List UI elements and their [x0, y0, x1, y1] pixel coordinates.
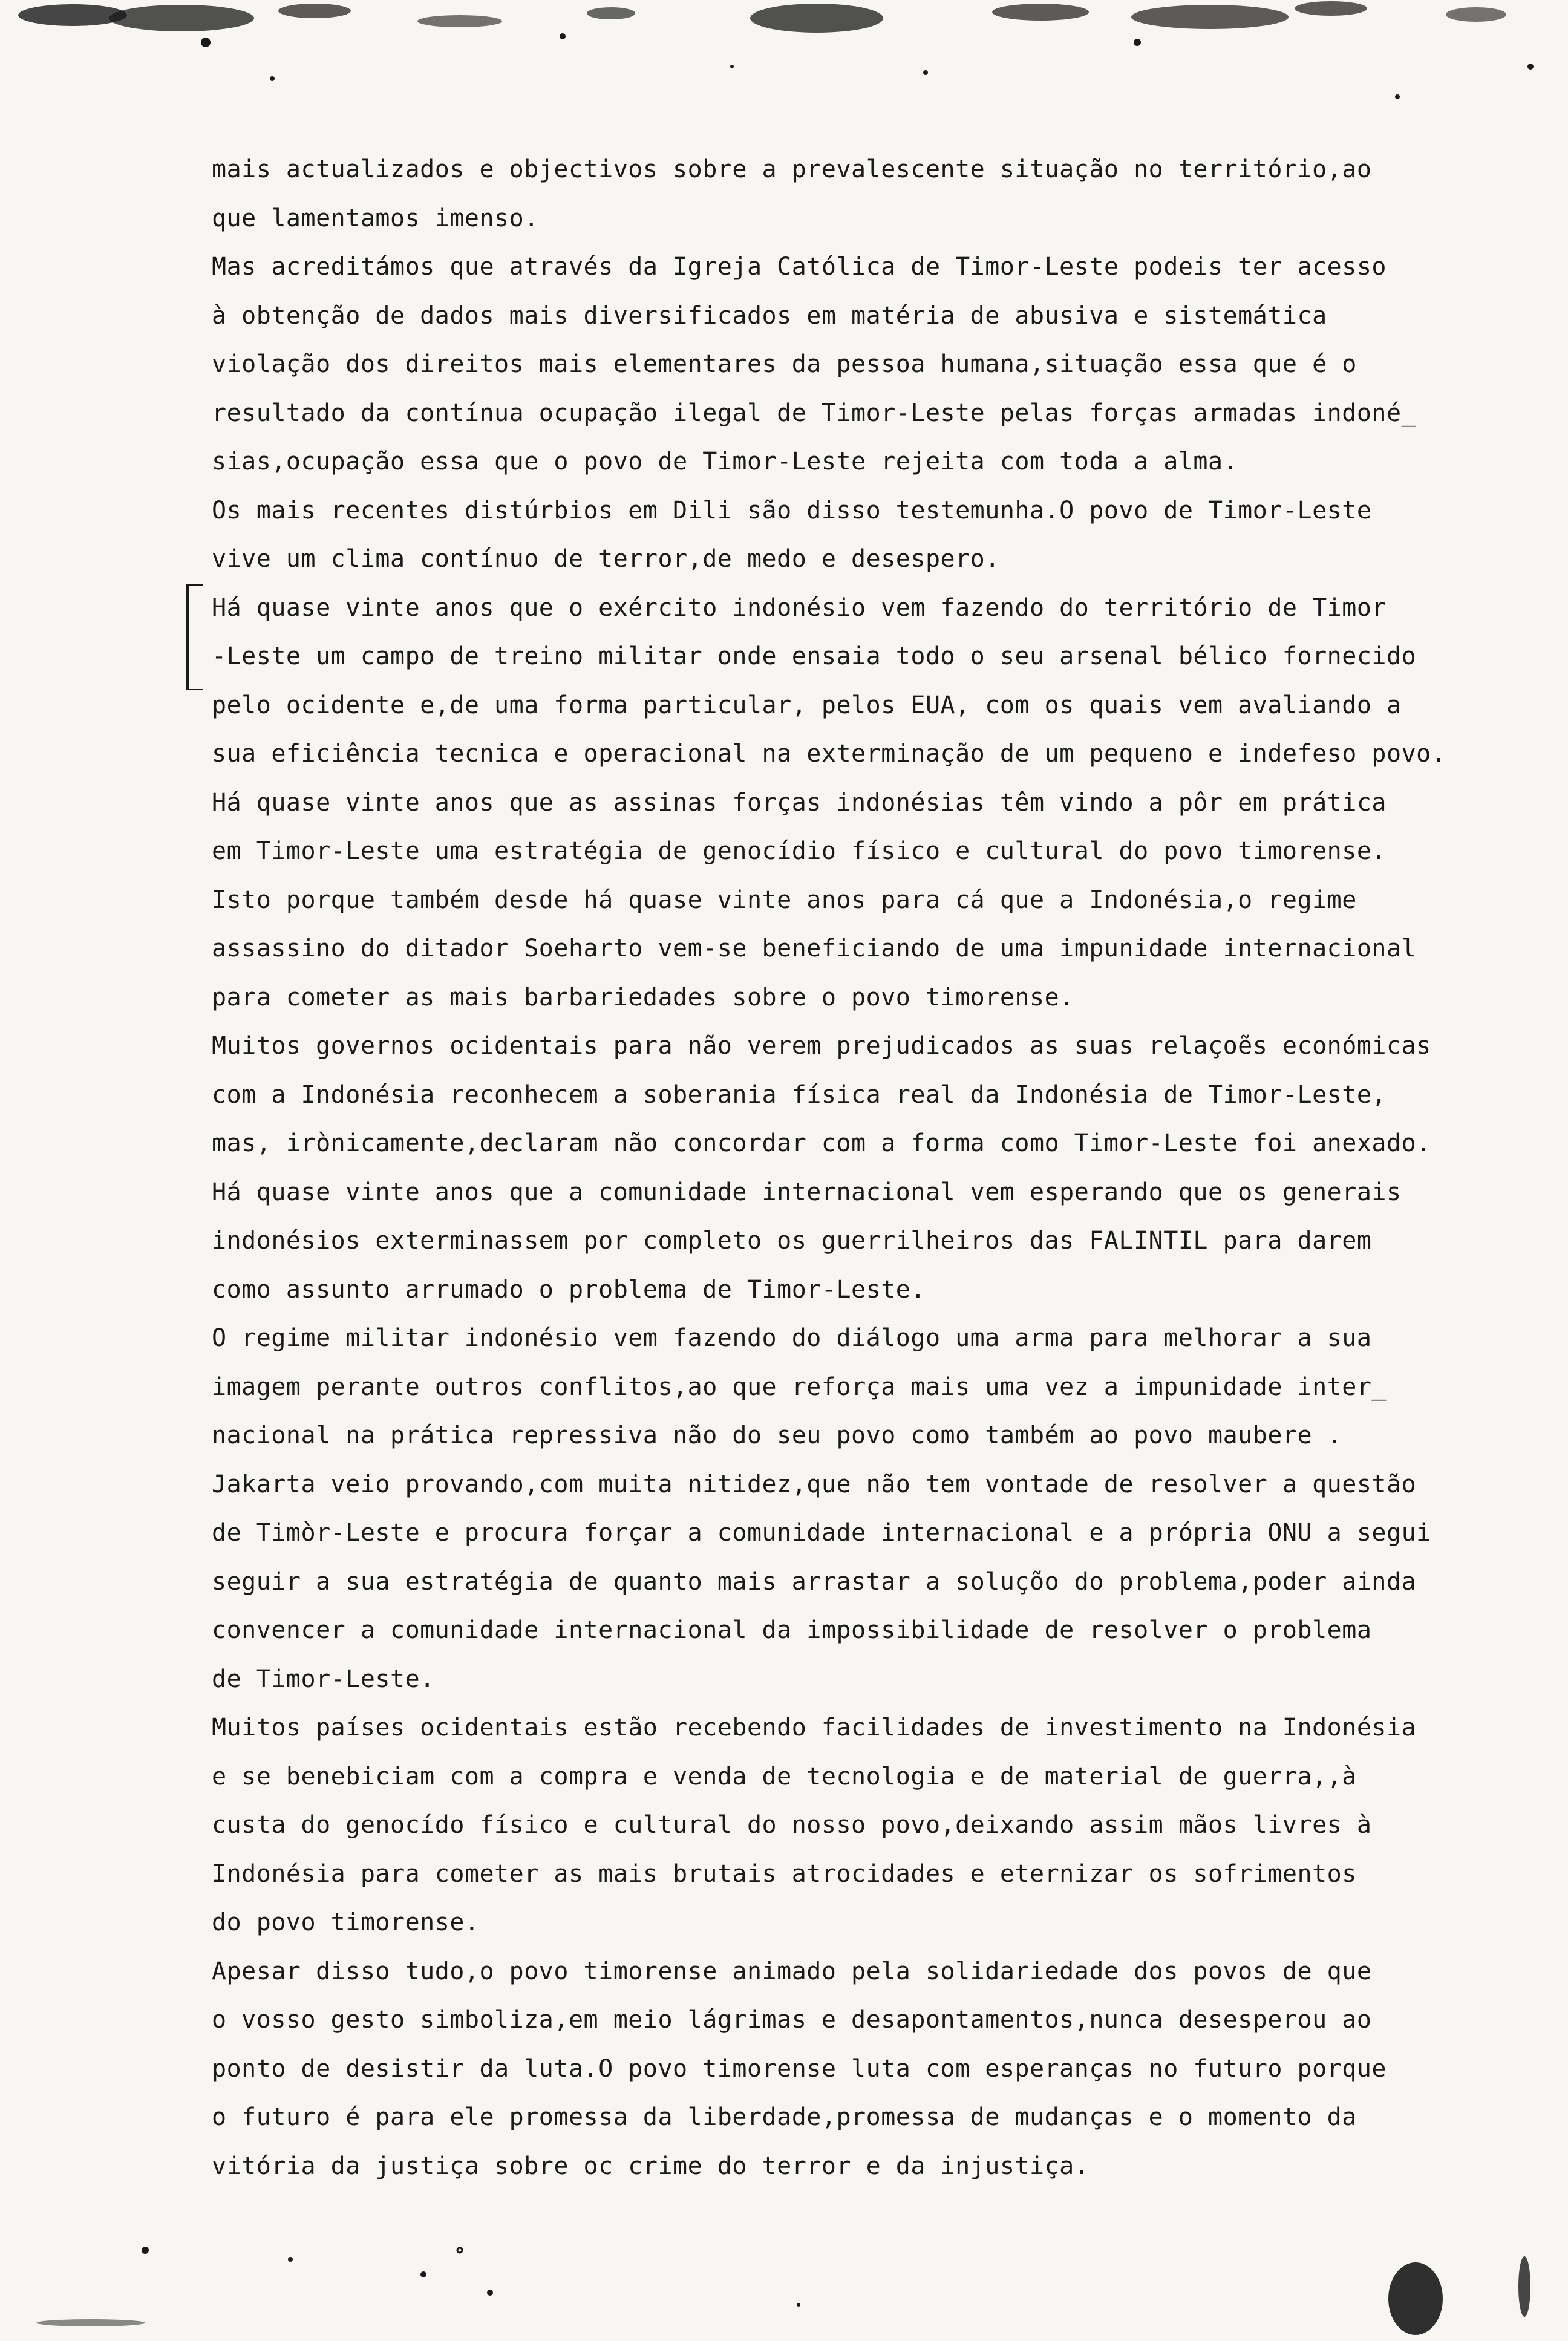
text-line: assassino do ditador Soeharto vem-se beneficiando de uma impunidade internacional	[212, 935, 1417, 962]
text-line: Apesar disso tudo,o povo timorense animado pela solidariedade dos povos de que	[212, 1957, 1372, 1985]
text-line: do povo timorense.	[212, 1908, 480, 1936]
text-line: que lamentamos imenso.	[212, 204, 539, 232]
text-line: Há quase vinte anos que o exército indonésio vem fazendo do território de Timor	[212, 593, 1387, 622]
text-line: vive um clima contínuo de terror,de medo e desespero.	[212, 545, 1000, 573]
text-line: Há quase vinte anos que as assinas forças indonésias têm vindo a pôr em prática	[212, 788, 1387, 817]
text-line: em Timor-Leste uma estratégia de genocídio físico e cultural do povo timorense.	[212, 837, 1387, 865]
text-line: Há quase vinte anos que a comunidade internacional vem esperando que os generais	[212, 1178, 1402, 1206]
text-line: de Timor-Leste.	[212, 1665, 435, 1693]
text-line: sua eficiência tecnica e operacional na exterminação de um pequeno e indefeso povo.	[212, 740, 1446, 768]
text-line: como assunto arrumado o problema de Timor-Leste.	[212, 1275, 926, 1304]
scan-noise-bottom	[0, 2202, 1568, 2341]
margin-bracket	[186, 584, 203, 690]
text-line: com a Indonésia reconhecem a soberania física real da Indonésia de Timor-Leste,	[212, 1080, 1387, 1109]
text-line: seguir a sua estratégia de quanto mais arrastar a soluçõo do problema,poder ainda	[212, 1567, 1417, 1596]
text-line: o vosso gesto simboliza,em meio lágrimas e desapontamentos,nunca desesperou ao	[212, 2006, 1372, 2034]
text-line: O regime militar indonésio vem fazendo do diálogo uma arma para melhorar a sua	[212, 1324, 1372, 1352]
text-line: Os mais recentes distúrbios em Dili são disso testemunha.O povo de Timor-Leste	[212, 496, 1372, 524]
text-line: sias,ocupação essa que o povo de Timor-Leste rejeita com toda a alma.	[212, 448, 1238, 475]
text-line: de Timòr-Leste e procura forçar a comunidade internacional e a própria ONU a segui	[212, 1519, 1431, 1547]
text-line: Muitos governos ocidentais para não verem prejudicados as suas relaçoẽs económicas	[212, 1032, 1431, 1060]
text-line: o futuro é para ele promessa da liberdade,promessa de mudanças e o momento da	[212, 2103, 1357, 2131]
text-line: à obtenção de dados mais diversificados em matéria de abusiva e sistemática	[212, 301, 1327, 330]
text-line: resultado da contínua ocupação ilegal de Timor-Leste pelas forças armadas indoné_	[212, 399, 1417, 427]
text-line: ponto de desistir da luta.O povo timorense luta com esperanças no futuro porque	[212, 2054, 1387, 2083]
text-line: -Leste um campo de treino militar onde ensaia todo o seu arsenal bélico fornecido	[212, 642, 1417, 670]
text-line: Mas acreditámos que através da Igreja Católica de Timor-Leste podeis ter acesso	[212, 253, 1387, 281]
text-line: custa do genocído físico e cultural do nosso povo,deixando assim mãos livres à	[212, 1811, 1372, 1839]
text-line: vitória da justiça sobre oc crime do terror e da injustiça.	[212, 2152, 1089, 2180]
text-line: e se benebiciam com a compra e venda de tecnologia e de material de guerra,,à	[212, 1762, 1357, 1791]
text-line: imagem perante outros conflitos,ao que reforça mais uma vez a impunidade inter_	[212, 1373, 1387, 1401]
text-line: para cometer as mais barbariedades sobre o povo timorense.	[212, 983, 1074, 1011]
text-line: mais actualizados e objectivos sobre a prevalescente situação no território,ao	[212, 155, 1372, 183]
letter-body	[212, 145, 1506, 2190]
text-line: nacional na prática repressiva não do seu povo como também ao povo maubere .	[212, 1422, 1342, 1449]
text-line: convencer a comunidade internacional da impossibilidade de resolver o problema	[212, 1616, 1372, 1644]
text-line: Indonésia para cometer as mais brutais atrocidades e eternizar os sofrimentos	[212, 1859, 1357, 1888]
text-line: pelo ocidente e,de uma forma particular, pelos EUA, com os quais vem avaliando a	[212, 691, 1402, 719]
text-line: indonésios exterminassem por completo os guerrilheiros das FALINTIL para darem	[212, 1227, 1372, 1255]
text-line: Muitos países ocidentais estão recebendo facilidades de investimento na Indonésia	[212, 1714, 1417, 1742]
text-line: Jakarta veio provando,com muita nitidez,que não tem vontade de resolver a questão	[212, 1470, 1417, 1498]
text-line: mas, irònicamente,declaram não concordar com a forma como Timor-Leste foi anexado.	[212, 1129, 1431, 1157]
scan-noise-top	[0, 0, 1568, 121]
text-line: Isto porque também desde há quase vinte anos para cá que a Indonésia,o regime	[212, 886, 1357, 914]
text-line: violação dos direitos mais elementares da pessoa humana,situação essa que é o	[212, 350, 1357, 378]
